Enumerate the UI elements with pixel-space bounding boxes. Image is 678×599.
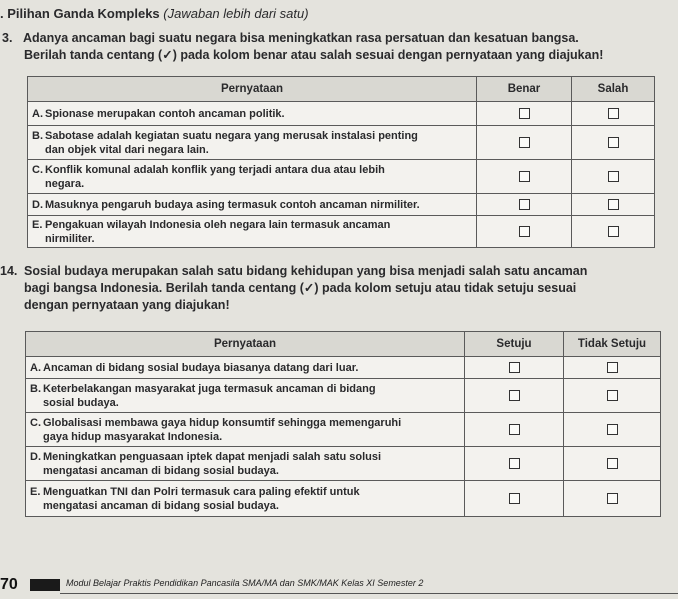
question-13-line-2: Berilah tanda centang (✓) pada kolom benar atau salah sesuai dengan pernyataan yang diajukan! xyxy=(24,48,604,62)
checkbox-setuju-a[interactable] xyxy=(509,362,520,373)
header-pernyataan: Pernyataan xyxy=(28,77,477,102)
checkbox-salah-a[interactable] xyxy=(608,108,619,119)
statement-text-cont: mengatasi ancaman di bidang sosial budaya. xyxy=(43,464,279,477)
checkbox-tidak-setuju-e[interactable] xyxy=(607,493,618,504)
question-14-line-2: bagi bangsa Indonesia. Berilah tanda centang (✓) pada kolom setuju atau tidak setuju sesuai xyxy=(24,281,577,295)
statement-cell xyxy=(28,102,477,126)
question-14-line-1: Sosial budaya merupakan salah satu bidang kehidupan yang bisa menjadi salah satu ancaman xyxy=(24,264,588,278)
statement-text-cont: gaya hidup masyarakat Indonesia. xyxy=(43,430,223,443)
footer-text: Modul Belajar Praktis Pendidikan Pancasila SMA/MA dan SMK/MAK Kelas XI Semester 2 xyxy=(66,578,424,588)
checkbox-tidak-setuju-b[interactable] xyxy=(607,390,618,401)
header-tidak-setuju: Tidak Setuju xyxy=(564,332,661,357)
section-subtitle: (Jawaban lebih dari satu) xyxy=(163,6,309,21)
statement-cell xyxy=(28,194,477,216)
statement-cell xyxy=(26,481,465,517)
statement-cell xyxy=(26,413,465,447)
statement-cell xyxy=(26,447,465,481)
section-title-number: . xyxy=(0,6,8,21)
statement-cell xyxy=(26,379,465,413)
table-row xyxy=(26,357,661,379)
statement-cell xyxy=(28,126,477,160)
statement-text: Menguatkan TNI dan Polri termasuk cara paling efektif untuk xyxy=(43,485,360,498)
checkbox-salah-d[interactable] xyxy=(608,199,619,210)
statement-cell xyxy=(28,160,477,194)
checkbox-setuju-d[interactable] xyxy=(509,458,520,469)
statement-text-cont: nirmiliter. xyxy=(45,232,95,245)
statement-label: A. xyxy=(30,361,41,374)
statement-label: B. xyxy=(32,129,43,142)
statement-label: C. xyxy=(30,416,41,429)
statement-text: Ancaman di bidang sosial budaya biasanya datang dari luar. xyxy=(43,361,359,374)
table-row xyxy=(26,447,661,481)
statement-text-cont: negara. xyxy=(45,177,85,190)
checkbox-benar-d[interactable] xyxy=(519,199,530,210)
section-title-text: Pilihan Ganda Kompleks xyxy=(7,6,160,21)
statement-cell xyxy=(28,216,477,248)
statement-text: Spionase merupakan contoh ancaman politik. xyxy=(45,107,285,120)
table-row xyxy=(28,102,655,126)
header-benar: Benar xyxy=(477,77,572,102)
statement-text: Konflik komunal adalah konflik yang terjadi antara dua atau lebih xyxy=(45,163,385,176)
statement-text: Globalisasi membawa gaya hidup konsumtif sehingga memengaruhi xyxy=(43,416,402,429)
checkbox-benar-b[interactable] xyxy=(519,137,530,148)
header-salah: Salah xyxy=(572,77,655,102)
table-row xyxy=(28,194,655,216)
statement-text-cont: dan objek vital dari negara lain. xyxy=(45,143,209,156)
section-title xyxy=(0,6,309,21)
statement-text-cont: mengatasi ancaman di bidang sosial budaya. xyxy=(43,499,279,512)
question-13-number: 3. xyxy=(2,31,13,45)
checkbox-benar-e[interactable] xyxy=(519,226,530,237)
question-13-table xyxy=(27,76,655,248)
statement-label: D. xyxy=(30,450,41,463)
statement-text: Masuknya pengaruh budaya asing termasuk contoh ancaman nirmiliter. xyxy=(45,198,420,211)
statement-text: Meningkatkan penguasaan iptek dapat menjadi salah satu solusi xyxy=(43,450,382,463)
header-pernyataan: Pernyataan xyxy=(26,332,465,357)
statement-text: Pengakuan wilayah Indonesia oleh negara lain termasuk ancaman xyxy=(45,218,391,231)
question-14-table xyxy=(25,331,661,517)
checkbox-benar-c[interactable] xyxy=(519,171,530,182)
statement-label: E. xyxy=(30,485,41,498)
checkbox-setuju-e[interactable] xyxy=(509,493,520,504)
question-14-line-3: dengan pernyataan yang diajukan! xyxy=(24,298,230,312)
checkbox-tidak-setuju-a[interactable] xyxy=(607,362,618,373)
statement-label: A. xyxy=(32,107,43,120)
statement-text: Keterbelakangan masyarakat juga termasuk ancaman di bidang xyxy=(43,382,376,395)
statement-label: D. xyxy=(32,198,43,211)
checkbox-tidak-setuju-c[interactable] xyxy=(607,424,618,435)
question-14 xyxy=(0,263,587,314)
question-14-number: 14. xyxy=(0,264,18,278)
checkbox-salah-e[interactable] xyxy=(608,226,619,237)
table-row xyxy=(28,126,655,160)
question-13 xyxy=(2,30,603,64)
statement-label: C. xyxy=(32,163,43,176)
table-header-row xyxy=(26,332,661,357)
statement-label: E. xyxy=(32,218,43,231)
statement-text-cont: sosial budaya. xyxy=(43,396,119,409)
checkbox-salah-b[interactable] xyxy=(608,137,619,148)
statement-cell xyxy=(26,357,465,379)
table-row xyxy=(26,413,661,447)
table-row xyxy=(26,481,661,517)
checkbox-tidak-setuju-d[interactable] xyxy=(607,458,618,469)
checkbox-salah-c[interactable] xyxy=(608,171,619,182)
statement-text: Sabotase adalah kegiatan suatu negara yang merusak instalasi penting xyxy=(45,129,418,142)
statement-label: B. xyxy=(30,382,41,395)
page-footer xyxy=(0,573,678,599)
table-header-row xyxy=(28,77,655,102)
checkbox-benar-a[interactable] xyxy=(519,108,530,119)
checkbox-setuju-c[interactable] xyxy=(509,424,520,435)
table-row xyxy=(28,216,655,248)
table-row xyxy=(28,160,655,194)
table-row xyxy=(26,379,661,413)
header-setuju: Setuju xyxy=(465,332,564,357)
footer-divider xyxy=(60,593,678,594)
checkbox-setuju-b[interactable] xyxy=(509,390,520,401)
page-number: 70 xyxy=(0,576,18,593)
question-13-line-1: Adanya ancaman bagi suatu negara bisa meningkatkan rasa persatuan dan kesatuan bangsa. xyxy=(23,31,579,45)
footer-bar xyxy=(30,579,60,591)
